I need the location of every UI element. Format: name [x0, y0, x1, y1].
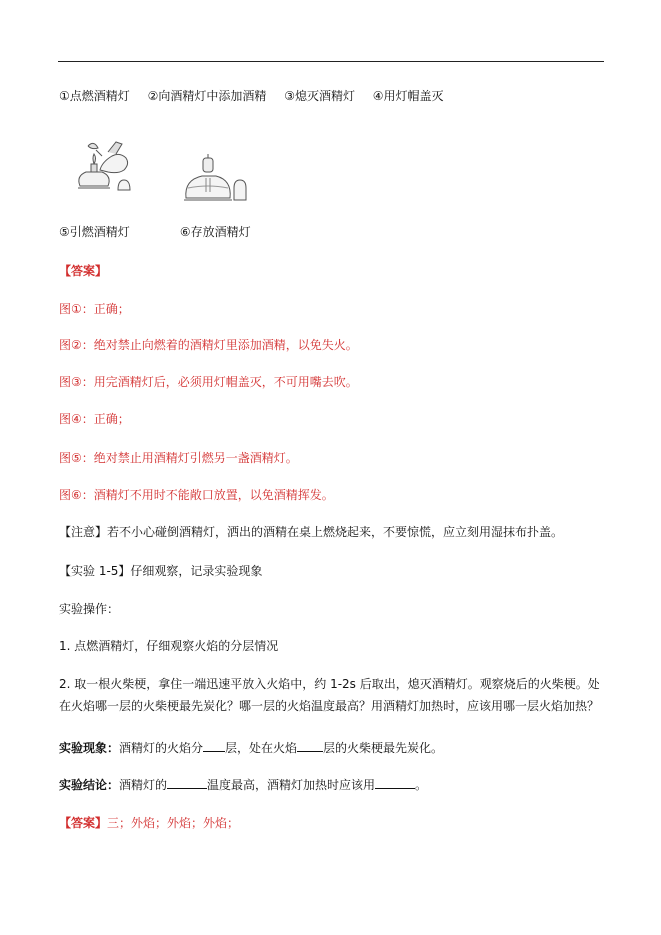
caption-6: ⑥存放酒精灯	[179, 225, 251, 239]
blank-carbonize-layer[interactable]	[297, 740, 323, 752]
lamp-lighting-illustration	[72, 132, 142, 198]
step-3: ③熄灭酒精灯	[284, 89, 355, 103]
answer-6: 图⑥：酒精灯不用时不能敞口放置，以免酒精挥发。	[59, 488, 334, 502]
conclusion-row	[59, 777, 427, 793]
conclusion-text-c: 。	[415, 778, 428, 792]
experiment-title	[59, 563, 262, 579]
conclusion-text-a: 酒精灯的	[119, 778, 168, 792]
conclusion-label: 实验结论：	[59, 778, 120, 792]
final-answer	[59, 815, 239, 831]
lamp-cap-icon	[234, 180, 246, 200]
figure-captions	[59, 224, 251, 240]
phenomenon-label: 实验现象：	[59, 741, 120, 755]
caption-5: ⑤引燃酒精灯	[59, 225, 130, 239]
steps-row	[59, 88, 444, 104]
answer-heading: 【答案】	[59, 264, 108, 278]
answer-1: 图①：正确；	[59, 302, 130, 316]
blank-heating-layer[interactable]	[375, 777, 415, 789]
answer-5: 图⑤：绝对禁止用酒精灯引燃另一盏酒精灯。	[59, 451, 298, 465]
phenomenon-text-c: 层的火柴梗最先炭化。	[323, 741, 444, 755]
step-2: ②向酒精灯中添加酒精	[147, 89, 267, 103]
blank-hottest-layer[interactable]	[167, 777, 207, 789]
lamp-cap-icon	[118, 180, 130, 190]
final-answer-text: 三；外焰；外焰；外焰；	[107, 816, 240, 830]
step-4: ④用灯帽盖灭	[372, 89, 444, 103]
phenomenon-text-a: 酒精灯的火焰分	[119, 741, 204, 755]
experiment-label: 【实验 1-5】	[59, 564, 131, 578]
phenomenon-row	[59, 740, 443, 756]
answer-2: 图②：绝对禁止向燃着的酒精灯里添加酒精，以免失火。	[59, 338, 358, 352]
experiment-title-text: 仔细观察，记录实验现象	[130, 564, 263, 578]
answer-4: 图④：正确；	[59, 412, 130, 426]
step-1: ①点燃酒精灯	[59, 89, 130, 103]
header-rule	[58, 61, 604, 62]
answer-3: 图③：用完酒精灯后，必须用灯帽盖灭，不可用嘴去吹。	[59, 375, 358, 389]
lamp-storage-illustration	[182, 152, 250, 208]
phenomenon-text-b: 层，处在火焰	[225, 741, 298, 755]
safety-note: 【注意】若不小心碰倒酒精灯，洒出的酒精在桌上燃烧起来，不要惊慌，应立刻用湿抹布扑盖。	[59, 525, 564, 539]
final-answer-label: 【答案】	[59, 816, 108, 830]
operation-1: 1. 点燃酒精灯，仔细观察火焰的分层情况	[59, 639, 279, 653]
blank-layers[interactable]	[203, 740, 225, 752]
conclusion-text-b: 温度最高，酒精灯加热时应该用	[207, 778, 376, 792]
operations-label: 实验操作：	[59, 602, 120, 616]
operation-2: 2. 取一根火柴梗，拿住一端迅速平放入火焰中，约 1-2s 后取出，熄灭酒精灯。观察烧后的火柴梗。处在火焰哪一层的火柴梗最先炭化？哪一层的火焰温度最高？用酒精灯加热时，应该用哪一层火焰加热？	[59, 677, 600, 713]
